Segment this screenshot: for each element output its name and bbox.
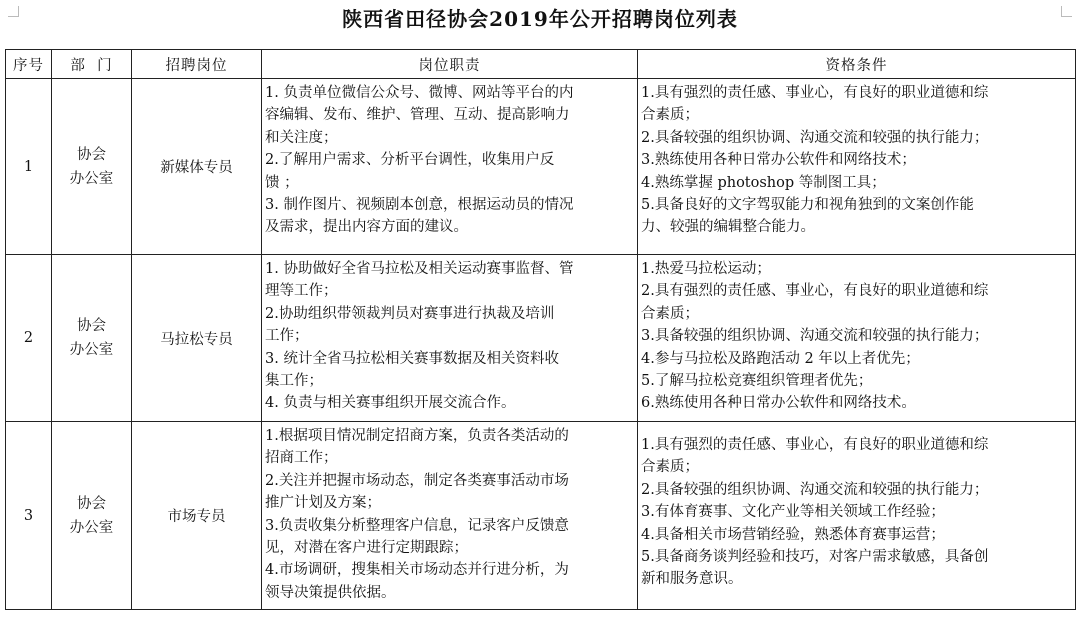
table-row — [6, 79, 1076, 255]
cell-duties: 1. 负责单位微信公众号、微博、网站等平台的内 容编辑、发布、维护、管理、互动、提高影响力 和关注度； 2.了解用户需求、分析平台调性，收集用户反 馈 ； 3. 制作图片、视频剧本创意，根据运动员的情况 及需求，提出内容方面的建议。 — [262, 79, 638, 255]
cell-qualifications: 1.具有强烈的责任感、事业心，有良好的职业道德和综 合素质； 2.具备较强的组织协调、沟通交流和较强的执行能力； 3.有体育赛事、文化产业等相关领域工作经验； 4.具备相关市场营销经验，熟悉体育赛事运营； 5.具备商务谈判经验和技巧，对客户需求敏感，具备创 新和服务意识。 — [638, 422, 1076, 610]
table-row — [6, 255, 1076, 422]
cell-qualifications: 1.具有强烈的责任感、事业心，有良好的职业道德和综 合素质； 2.具备较强的组织协调、沟通交流和较强的执行能力； 3.熟练使用各种日常办公软件和网络技术； 4.熟练掌握 photoshop 等制图工具； 5.具备良好的文字驾驭能力和视角独到的文案创作能 力、较强的编辑整合能力。 — [638, 79, 1076, 255]
cell-duties: 1. 协助做好全省马拉松及相关运动赛事监督、管 理等工作； 2.协助组织带领裁判员对赛事进行执裁及培训 工作； 3. 统计全省马拉松相关赛事数据及相关资料收 集工作； 4. 负责与相关赛事组织开展交流合作。 — [262, 255, 638, 422]
cell-seq: 1 — [6, 79, 52, 255]
table-header-row — [6, 50, 1076, 79]
header-qualifications: 资格条件 — [638, 50, 1076, 79]
header-dept: 部 门 — [52, 50, 132, 79]
table-row — [6, 422, 1076, 610]
page-title: 陕西省田径协会2019年公开招聘岗位列表 — [342, 7, 738, 31]
cell-seq: 3 — [6, 422, 52, 610]
header-position: 招聘岗位 — [132, 50, 262, 79]
recruitment-table — [5, 49, 1076, 610]
header-seq: 序号 — [6, 50, 52, 79]
cell-dept: 协会 办公室 — [52, 255, 132, 422]
cell-position: 马拉松专员 — [132, 255, 262, 422]
cell-qualifications: 1.热爱马拉松运动； 2.具有强烈的责任感、事业心，有良好的职业道德和综 合素质； 3.具备较强的组织协调、沟通交流和较强的执行能力； 4.参与马拉松及路跑活动 2 年以上者优先； 5.了解马拉松竞赛组织管理者优先； 6.熟练使用各种日常办公软件和网络技术。 — [638, 255, 1076, 422]
cell-dept: 协会 办公室 — [52, 79, 132, 255]
cell-position: 新媒体专员 — [132, 79, 262, 255]
cell-position: 市场专员 — [132, 422, 262, 610]
cell-seq: 2 — [6, 255, 52, 422]
cell-dept: 协会 办公室 — [52, 422, 132, 610]
cell-duties: 1.根据项目情况制定招商方案，负责各类活动的 招商工作； 2.关注并把握市场动态，制定各类赛事活动市场 推广计划及方案； 3.负责收集分析整理客户信息，记录客户反馈意 见，对潜在客户进行定期跟踪； 4.市场调研，搜集相关市场动态并行进分析，为 领导决策提供依据。 — [262, 422, 638, 610]
header-duties: 岗位职责 — [262, 50, 638, 79]
